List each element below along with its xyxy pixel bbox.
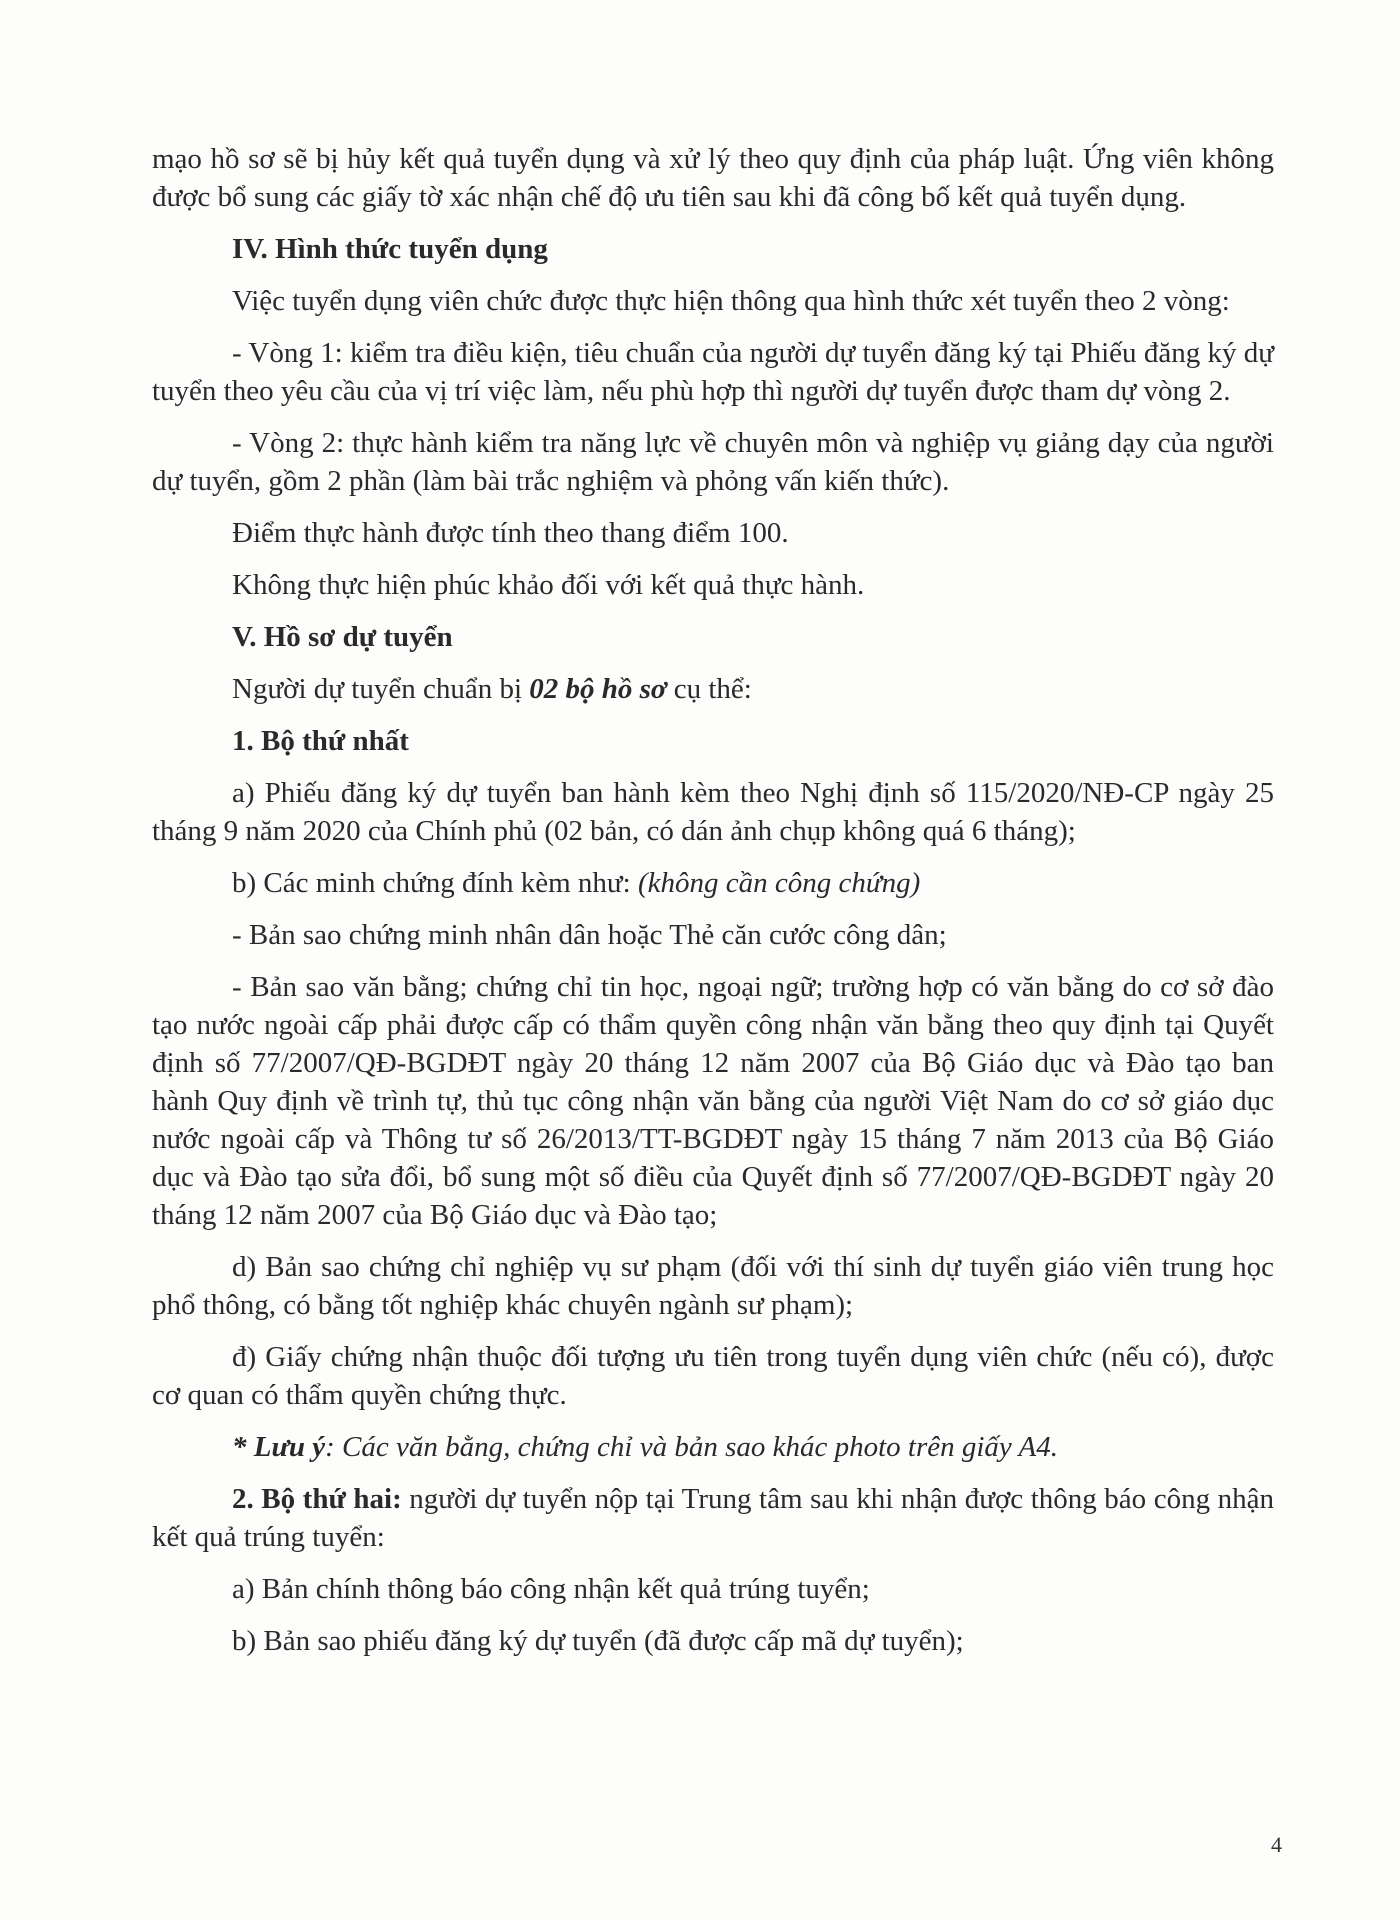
paragraph: - Vòng 1: kiểm tra điều kiện, tiêu chuẩn của người dự tuyển đăng ký tại Phiếu đăng ký dự tuyển theo yêu cầu của vị trí việc làm, nếu phù hợp thì người dự tuyển được tham dự vòng 2. — [152, 337, 1274, 407]
italic-text: (không cần công chứng) — [637, 867, 921, 899]
text-run: cụ thể: — [666, 673, 752, 705]
text-run: người dự tuyển nộp tại Trung tâm sau khi nhận được thông báo công nhận kết quả trúng tuyển: — [152, 1483, 1274, 1553]
subsection-heading-set-1: 1. Bộ thứ nhất — [232, 725, 409, 757]
paragraph — [152, 670, 1274, 708]
page-number: 4 — [1271, 1832, 1282, 1857]
note-text: : Các văn bằng, chứng chỉ và bản sao khác photo trên giấy A4. — [325, 1431, 1058, 1463]
paragraph: đ) Giấy chứng nhận thuộc đối tượng ưu tiên trong tuyển dụng viên chức (nếu có), được cơ quan có thẩm quyền chứng thực. — [152, 1341, 1274, 1411]
section-heading-v: V. Hồ sơ dự tuyển — [232, 621, 453, 653]
subsection-heading-set-2: 2. Bộ thứ hai: — [232, 1483, 402, 1515]
paragraph: a) Phiếu đăng ký dự tuyển ban hành kèm theo Nghị định số 115/2020/NĐ-CP ngày 25 tháng 9 năm 2020 của Chính phủ (02 bản, có dán ảnh chụp không quá 6 tháng); — [152, 777, 1274, 847]
paragraph: Điểm thực hành được tính theo thang điểm 100. — [232, 517, 789, 549]
paragraph — [152, 1480, 1274, 1556]
paragraph: Việc tuyển dụng viên chức được thực hiện thông qua hình thức xét tuyển theo 2 vòng: — [232, 285, 1230, 317]
paragraph: Không thực hiện phúc khảo đối với kết quả thực hành. — [232, 569, 865, 601]
note-paragraph — [152, 1428, 1274, 1466]
text-run: Người dự tuyển chuẩn bị — [232, 673, 530, 705]
section-heading-iv: IV. Hình thức tuyển dụng — [232, 233, 548, 265]
paragraph: - Bản sao văn bằng; chứng chỉ tin học, ngoại ngữ; trường hợp có văn bằng do cơ sở đào tạo nước ngoài cấp phải được cấp có thẩm quyền công nhận văn bằng theo quy định tại Quyết định số 77/2007/QĐ-BGDĐT ngày 20 tháng 12 năm 2007 của Bộ Giáo dục và Đào tạo ban hành Quy định về trình tự, thủ tục công nhận văn bằng của người Việt Nam do cơ sở giáo dục nước ngoài cấp và Thông tư số 26/2013/TT-BGDĐT ngày 15 tháng 7 năm 2013 của Bộ Giáo dục và Đào tạo sửa đổi, bổ sung một số điều của Quyết định số 77/2007/QĐ-BGDĐT ngày 20 tháng 12 năm 2007 của Bộ Giáo dục và Đào tạo; — [152, 971, 1274, 1231]
note-label: * Lưu ý — [232, 1431, 326, 1463]
paragraph: mạo hồ sơ sẽ bị hủy kết quả tuyển dụng và xử lý theo quy định của pháp luật. Ứng viên không được bổ sung các giấy tờ xác nhận chế độ ưu tiên sau khi đã công bố kết quả tuyển dụng. — [152, 143, 1274, 213]
paragraph — [152, 864, 1274, 902]
paragraph: b) Bản sao phiếu đăng ký dự tuyển (đã được cấp mã dự tuyển); — [232, 1625, 964, 1657]
document-body — [152, 140, 1274, 1674]
text-run: b) Các minh chứng đính kèm như: — [232, 867, 638, 899]
paragraph: - Bản sao chứng minh nhân dân hoặc Thẻ căn cước công dân; — [232, 919, 947, 951]
paragraph: a) Bản chính thông báo công nhận kết quả trúng tuyển; — [232, 1573, 870, 1605]
paragraph: - Vòng 2: thực hành kiểm tra năng lực về chuyên môn và nghiệp vụ giảng dạy của người dự tuyển, gồm 2 phần (làm bài trắc nghiệm và phỏng vấn kiến thức). — [152, 427, 1274, 497]
paragraph: d) Bản sao chứng chỉ nghiệp vụ sư phạm (đối với thí sinh dự tuyển giáo viên trung học phổ thông, có bằng tốt nghiệp khác chuyên ngành sư phạm); — [152, 1251, 1274, 1321]
emphasis-text: 02 bộ hồ sơ — [529, 673, 667, 705]
